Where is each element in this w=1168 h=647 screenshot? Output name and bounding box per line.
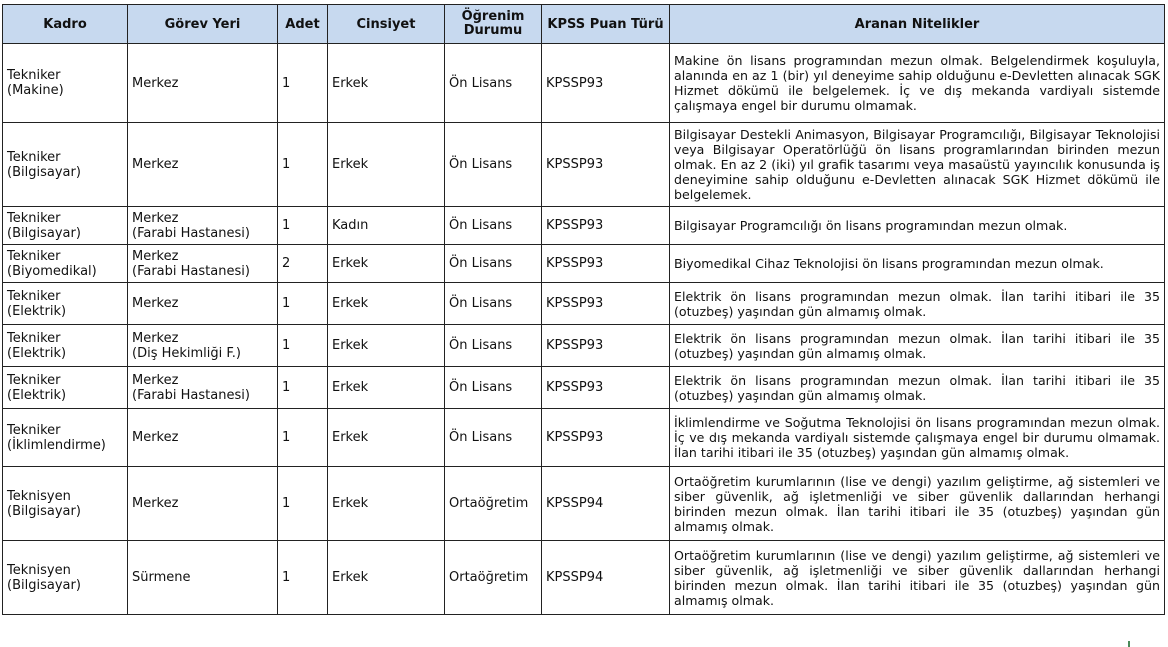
cell-ogrenim-durumu: Ön Lisans bbox=[445, 325, 542, 367]
cell-adet: 1 bbox=[278, 325, 328, 367]
cell-adet: 1 bbox=[278, 409, 328, 467]
table-header-row bbox=[3, 5, 1165, 44]
cell-aranan-nitelikler: Makine ön lisans programından mezun olmak. Belgelendirmek koşuluyla, alanında en az 1 (bir) yıl deneyime sahip olduğunu e-Devletten alınacak SGK Hizmet dökümü ile belgelemek. İç ve dış mekanda vardiyalı sistemde çalışmaya engel bir durumu olmamak. bbox=[670, 44, 1165, 123]
cell-kadro: Tekniker (Biyomedikal) bbox=[3, 245, 128, 283]
cell-aranan-nitelikler: Ortaöğretim kurumlarının (lise ve dengi) yazılım geliştirme, ağ sistemleri ve siber güvenlik, ağ işletmenliği ve siber güvenlik dallarından herhangi birinden mezun olmak. İlan tarihi itibari ile 35 (otuzbeş) yaşından gün almamış olmak. bbox=[670, 541, 1165, 615]
cell-kadro: Tekniker (Elektrik) bbox=[3, 367, 128, 409]
cell-aranan-nitelikler: Elektrik ön lisans programından mezun olmak. İlan tarihi itibari ile 35 (otuzbeş) yaşından gün almamış olmak. bbox=[670, 325, 1165, 367]
table-row bbox=[3, 123, 1165, 207]
cell-ogrenim-durumu: Ön Lisans bbox=[445, 409, 542, 467]
cell-aranan-nitelikler: Biyomedikal Cihaz Teknolojisi ön lisans programından mezun olmak. bbox=[670, 245, 1165, 283]
cell-adet: 1 bbox=[278, 44, 328, 123]
cell-ogrenim-durumu: Ön Lisans bbox=[445, 283, 542, 325]
cell-cinsiyet: Kadın bbox=[328, 207, 445, 245]
cell-gorev-yeri: Merkez (Farabi Hastanesi) bbox=[128, 367, 278, 409]
cell-gorev-yeri: Merkez bbox=[128, 467, 278, 541]
cell-kpss-puan-turu: KPSSP94 bbox=[542, 467, 670, 541]
cell-ogrenim-durumu: Ön Lisans bbox=[445, 207, 542, 245]
cell-ogrenim-durumu: Ortaöğretim bbox=[445, 467, 542, 541]
cell-cinsiyet: Erkek bbox=[328, 283, 445, 325]
cell-kpss-puan-turu: KPSSP93 bbox=[542, 367, 670, 409]
cell-kadro: Tekniker (Elektrik) bbox=[3, 283, 128, 325]
header-kpss-puan-turu: KPSS Puan Türü bbox=[542, 5, 670, 44]
cell-gorev-yeri: Merkez (Farabi Hastanesi) bbox=[128, 207, 278, 245]
header-gorev-yeri: Görev Yeri bbox=[128, 5, 278, 44]
cell-cinsiyet: Erkek bbox=[328, 467, 445, 541]
cell-kadro: Tekniker (Makine) bbox=[3, 44, 128, 123]
cell-cinsiyet: Erkek bbox=[328, 367, 445, 409]
header-kadro: Kadro bbox=[3, 5, 128, 44]
cell-cinsiyet: Erkek bbox=[328, 325, 445, 367]
cell-kadro: Tekniker (Bilgisayar) bbox=[3, 207, 128, 245]
cell-kadro: Teknisyen (Bilgisayar) bbox=[3, 541, 128, 615]
cell-adet: 1 bbox=[278, 367, 328, 409]
table-row bbox=[3, 207, 1165, 245]
table-row bbox=[3, 541, 1165, 615]
table-row bbox=[3, 44, 1165, 123]
cell-gorev-yeri: Merkez bbox=[128, 123, 278, 207]
header-adet: Adet bbox=[278, 5, 328, 44]
table-row bbox=[3, 367, 1165, 409]
cell-adet: 1 bbox=[278, 467, 328, 541]
table-row bbox=[3, 325, 1165, 367]
table-row bbox=[3, 467, 1165, 541]
header-ogrenim-durumu: Öğrenim Durumu bbox=[445, 5, 542, 44]
page-edge-mark bbox=[1128, 641, 1130, 647]
cell-kadro: Tekniker (İklimlendirme) bbox=[3, 409, 128, 467]
cell-cinsiyet: Erkek bbox=[328, 245, 445, 283]
cell-kadro: Tekniker (Bilgisayar) bbox=[3, 123, 128, 207]
cell-aranan-nitelikler: Elektrik ön lisans programından mezun olmak. İlan tarihi itibari ile 35 (otuzbeş) yaşından gün almamış olmak. bbox=[670, 283, 1165, 325]
cell-aranan-nitelikler: İklimlendirme ve Soğutma Teknolojisi ön lisans programından mezun olmak. İç ve dış mekanda vardiyalı sistemde çalışmaya engel bir durumu olmamak. İlan tarihi itibari ile 35 (otuzbeş) yaşından gün almamış olmak. bbox=[670, 409, 1165, 467]
cell-adet: 1 bbox=[278, 123, 328, 207]
table-row bbox=[3, 245, 1165, 283]
cell-kpss-puan-turu: KPSSP93 bbox=[542, 44, 670, 123]
cell-cinsiyet: Erkek bbox=[328, 409, 445, 467]
cell-kpss-puan-turu: KPSSP94 bbox=[542, 541, 670, 615]
cell-kadro: Tekniker (Elektrik) bbox=[3, 325, 128, 367]
cell-gorev-yeri: Merkez bbox=[128, 283, 278, 325]
cell-aranan-nitelikler: Elektrik ön lisans programından mezun olmak. İlan tarihi itibari ile 35 (otuzbeş) yaşından gün almamış olmak. bbox=[670, 367, 1165, 409]
cell-kpss-puan-turu: KPSSP93 bbox=[542, 245, 670, 283]
cell-gorev-yeri: Merkez bbox=[128, 44, 278, 123]
cell-kpss-puan-turu: KPSSP93 bbox=[542, 409, 670, 467]
cell-cinsiyet: Erkek bbox=[328, 541, 445, 615]
cell-adet: 1 bbox=[278, 207, 328, 245]
cell-gorev-yeri: Merkez bbox=[128, 409, 278, 467]
header-cinsiyet: Cinsiyet bbox=[328, 5, 445, 44]
cell-gorev-yeri: Sürmene bbox=[128, 541, 278, 615]
cell-adet: 1 bbox=[278, 283, 328, 325]
cell-kpss-puan-turu: KPSSP93 bbox=[542, 283, 670, 325]
cell-adet: 1 bbox=[278, 541, 328, 615]
cell-kpss-puan-turu: KPSSP93 bbox=[542, 123, 670, 207]
cell-kpss-puan-turu: KPSSP93 bbox=[542, 325, 670, 367]
cell-ogrenim-durumu: Ön Lisans bbox=[445, 367, 542, 409]
cell-ogrenim-durumu: Ön Lisans bbox=[445, 123, 542, 207]
cell-gorev-yeri: Merkez (Diş Hekimliği F.) bbox=[128, 325, 278, 367]
cell-cinsiyet: Erkek bbox=[328, 123, 445, 207]
table-row bbox=[3, 283, 1165, 325]
cell-gorev-yeri: Merkez (Farabi Hastanesi) bbox=[128, 245, 278, 283]
cell-adet: 2 bbox=[278, 245, 328, 283]
cell-kadro: Teknisyen (Bilgisayar) bbox=[3, 467, 128, 541]
cell-ogrenim-durumu: Ön Lisans bbox=[445, 44, 542, 123]
cell-aranan-nitelikler: Bilgisayar Destekli Animasyon, Bilgisayar Programcılığı, Bilgisayar Teknolojisi veya Bilgisayar Operatörlüğü ön lisans programlarından birinden mezun olmak. En az 2 (iki) yıl grafik tasarımı veya masaüstü yayıncılık konusunda iş deneyimine sahip olduğunu e-Devletten alınacak SGK Hizmet dökümü ile belgelemek. bbox=[670, 123, 1165, 207]
table-row bbox=[3, 409, 1165, 467]
positions-table bbox=[2, 4, 1165, 615]
cell-ogrenim-durumu: Ortaöğretim bbox=[445, 541, 542, 615]
cell-kpss-puan-turu: KPSSP93 bbox=[542, 207, 670, 245]
header-aranan-nitelikler: Aranan Nitelikler bbox=[670, 5, 1165, 44]
cell-aranan-nitelikler: Bilgisayar Programcılığı ön lisans programından mezun olmak. bbox=[670, 207, 1165, 245]
cell-ogrenim-durumu: Ön Lisans bbox=[445, 245, 542, 283]
cell-aranan-nitelikler: Ortaöğretim kurumlarının (lise ve dengi) yazılım geliştirme, ağ sistemleri ve siber güvenlik, ağ işletmenliği ve siber güvenlik dallarından herhangi birinden mezun olmak. İlan tarihi itibari ile 35 (otuzbeş) yaşından gün almamış olmak. bbox=[670, 467, 1165, 541]
cell-cinsiyet: Erkek bbox=[328, 44, 445, 123]
